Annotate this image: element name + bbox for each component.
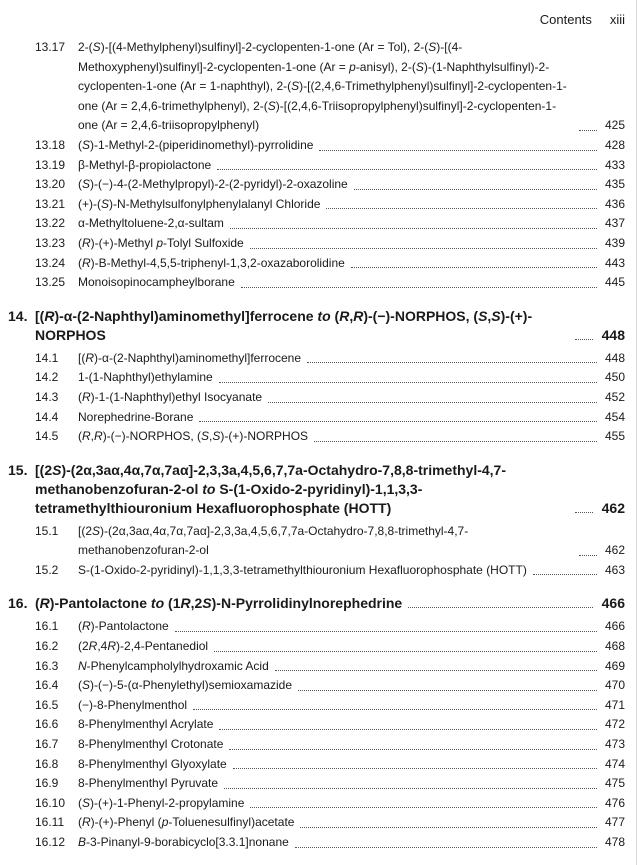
entry-page: 470: [604, 678, 625, 693]
toc-entry[interactable]: [0, 735, 637, 755]
entry-number: 15.1: [35, 523, 59, 538]
entry-title: α-Methyltoluene-2,α-sultam: [78, 216, 224, 231]
dot-leader: [224, 787, 597, 789]
entry-number: 16.10: [35, 795, 66, 810]
dot-leader: [314, 440, 597, 442]
entry-number: 16.11: [35, 815, 65, 830]
toc-entry[interactable]: [0, 637, 637, 657]
entry-title: 8-Phenylmenthyl Glyoxylate: [78, 756, 227, 771]
entry-page: 443: [604, 255, 625, 270]
toc-entry[interactable]: [0, 774, 637, 794]
entry-number: 16.6: [35, 717, 59, 732]
chapter-heading-16[interactable]: [0, 594, 637, 613]
entry-number: 13.21: [35, 196, 66, 211]
entry-page: 475: [604, 776, 625, 791]
dot-leader: [575, 338, 593, 340]
dot-leader: [250, 247, 597, 249]
entry-title: 8-Phenylmenthyl Acrylate: [78, 717, 214, 732]
toc-entry[interactable]: [0, 696, 637, 716]
entry-number: 16.5: [35, 697, 59, 712]
entry-title: S-(1-Oxido-2-pyridinyl)-1,1,3,3-tetramethylthiouronium Hexafluorophosphate (HOTT): [78, 562, 527, 577]
toc-entry[interactable]: [0, 368, 637, 388]
table-of-contents: [0, 38, 637, 853]
entry-page: 471: [604, 697, 625, 712]
entry-number: 13.19: [35, 157, 66, 172]
entry-number: 13.23: [35, 235, 66, 250]
entry-page: 455: [604, 429, 625, 444]
toc-entry[interactable]: [0, 136, 637, 156]
dot-leader: [354, 188, 597, 190]
toc-entry[interactable]: [0, 408, 637, 428]
entry-page: 474: [604, 756, 625, 771]
toc-entry[interactable]: [0, 715, 637, 735]
entry-number: 16.7: [35, 737, 59, 752]
dot-leader: [217, 168, 597, 170]
entry-number: 13.17: [35, 40, 66, 54]
entry-number: 16.1: [35, 619, 59, 634]
toc-entry[interactable]: [0, 388, 637, 408]
chapter-number: 14.: [8, 307, 28, 324]
dot-leader: [241, 286, 597, 288]
toc-entry[interactable]: [0, 833, 637, 853]
dot-leader: [229, 748, 597, 750]
toc-entry[interactable]: [0, 794, 637, 814]
entry-title: β-Methyl-β-propiolactone: [78, 157, 212, 172]
toc-entry[interactable]: [0, 617, 637, 637]
dot-leader: [219, 381, 597, 383]
chapter-page: 462: [601, 499, 625, 516]
toc-entry[interactable]: [0, 254, 637, 274]
entry-page: 469: [604, 658, 625, 673]
dot-leader: [351, 266, 597, 268]
dot-leader: [275, 669, 597, 671]
chapter-number: 15.: [8, 461, 28, 478]
entry-page: 436: [604, 196, 625, 211]
dot-leader: [268, 401, 597, 403]
entry-number: 13.24: [35, 255, 66, 270]
entry-number: 13.20: [35, 177, 66, 192]
toc-entry[interactable]: [0, 156, 637, 176]
entry-title: (S)-(+)-1-Phenyl-2-propylamine: [78, 795, 245, 810]
entry-page: 428: [604, 137, 625, 152]
dot-leader: [579, 129, 597, 131]
entry-title: (R)-(+)-Phenyl (p-Toluenesulfinyl)acetate: [78, 815, 295, 830]
entry-title: (S)-1-Methyl-2-(piperidinomethyl)-pyrrolidine: [78, 137, 314, 152]
entry-page: 437: [604, 216, 625, 231]
entry-title: (2R,4R)-2,4-Pentanediol: [78, 639, 209, 654]
entry-title: (S)-(−)-5-(α-Phenylethyl)semioxamazide: [78, 678, 293, 693]
entry-page: 452: [604, 389, 625, 404]
toc-entry[interactable]: [0, 349, 637, 369]
entry-title: 2-(S)-[(4-Methylphenyl)sulfinyl]-2-cyclopenten-1-one (Ar = Tol), 2-(S)-[(4-Methoxyphenyl)sulfinyl]-2-cyclopenten-1-one (Ar = p-anisyl), 2-(S)-(1-Naphthylsulfinyl)-2-cyclopenten-1-one (Ar = 1-naphthyl), 2-(S)-[(2,4,6-Trimethylphenyl)sulfinyl]-2-cyclopenten-1-one (Ar = 2,4,6-trimethylphenyl), 2-(S)-[(2,4,6-Triisopropylphenyl)sulfinyl]-2-cyclopenten-1-one (Ar = 2,4,6-triisopropylphenyl): [78, 40, 567, 133]
running-head-section: Contents: [539, 12, 592, 27]
chapter-heading-14[interactable]: [0, 307, 637, 345]
entry-page: 473: [604, 737, 625, 752]
entry-title: (R)-B-Methyl-4,5,5-triphenyl-1,3,2-oxazaborolidine: [78, 255, 345, 270]
toc-entry[interactable]: [0, 195, 637, 215]
entry-page: 476: [604, 795, 625, 810]
entry-page: 463: [604, 562, 625, 577]
entry-title: N-Phenylcampholylhydroxamic Acid: [78, 658, 269, 673]
entry-page: 462: [604, 543, 625, 558]
entry-title: 8-Phenylmenthyl Crotonate: [78, 737, 224, 752]
entry-page: 439: [604, 235, 625, 250]
chapter-title: [(2S)-(2α,3aα,4α,7α,7aα]-2,3,3a,4,5,6,7,7a-Octahydro-7,8,8-trimethyl-4,7-methanobenzofuran-2-ol to S-(1-Oxido-2-pyridinyl)-1,1,3,3-tetramethylthiouronium Hexafluorophosphate (HOTT): [35, 461, 507, 516]
entry-page: 478: [604, 835, 625, 849]
dot-leader: [533, 573, 597, 575]
toc-entry[interactable]: [0, 813, 637, 833]
chapter-title: [(R)-α-(2-Naphthyl)aminomethyl]ferrocene to (R,R)-(−)-NORPHOS, (S,S)-(+)-NORPHOS: [35, 307, 533, 343]
entry-number: 13.22: [35, 216, 66, 231]
entry-title: [(R)-α-(2-Naphthyl)aminomethyl]ferrocene: [78, 350, 302, 365]
entry-page: 425: [604, 118, 625, 133]
entry-page: 450: [604, 370, 625, 385]
dot-leader: [214, 650, 597, 652]
entry-number: 13.18: [35, 137, 66, 152]
entry-page: 472: [604, 717, 625, 732]
entry-title: 8-Phenylmenthyl Pyruvate: [78, 776, 219, 791]
dot-leader: [175, 630, 597, 632]
toc-entry[interactable]: [0, 214, 637, 234]
entry-title: (R)-1-(1-Naphthyl)ethyl Isocyanate: [78, 389, 263, 404]
chapter-page: 466: [601, 595, 625, 612]
dot-leader: [575, 511, 593, 513]
chapter-title: (R)-Pantolactone to (1R,2S)-N-Pyrrolidinylnorephedrine: [35, 595, 403, 612]
entry-title: 1-(1-Naphthyl)ethylamine: [78, 370, 213, 385]
chapter-heading-15[interactable]: [0, 461, 637, 518]
entry-number: 16.12: [35, 835, 66, 849]
entry-page: 435: [604, 177, 625, 192]
entry-number: 15.2: [35, 562, 59, 577]
entry-title: (−)-8-Phenylmenthol: [78, 697, 188, 712]
entry-page: 445: [604, 275, 625, 290]
entry-number: 13.25: [35, 275, 66, 290]
entry-number: 14.1: [35, 350, 59, 365]
chapter-number: 16.: [8, 595, 28, 612]
entry-page: 468: [604, 639, 625, 654]
entry-title: (R)-(+)-Methyl p-Tolyl Sulfoxide: [78, 235, 244, 250]
dot-leader: [295, 846, 597, 848]
dot-leader: [319, 149, 597, 151]
dot-leader: [307, 361, 597, 363]
entry-title: B-3-Pinanyl-9-borabicyclo[3.3.1]nonane: [78, 835, 289, 849]
toc-entry[interactable]: [0, 676, 637, 696]
toc-entry[interactable]: [0, 755, 637, 775]
toc-entry[interactable]: [0, 427, 637, 447]
toc-entry[interactable]: [0, 273, 637, 293]
dot-leader: [250, 806, 597, 808]
entry-title: Norephedrine-Borane: [78, 409, 194, 424]
entry-title: Monoisopinocampheylborane: [78, 275, 235, 290]
entry-number: 16.9: [35, 776, 59, 791]
entry-title: (+)-(S)-N-Methylsulfonylphenylalanyl Chloride: [78, 196, 321, 211]
dot-leader: [219, 728, 597, 730]
toc-entry[interactable]: [0, 561, 637, 581]
dot-leader: [298, 689, 597, 691]
entry-number: 16.4: [35, 678, 59, 693]
running-head-page-number: xiii: [609, 12, 625, 27]
dot-leader: [199, 420, 597, 422]
entry-page: 477: [604, 815, 625, 830]
dot-leader: [326, 207, 597, 209]
entry-title: (R)-Pantolactone: [78, 619, 169, 634]
entry-page: 448: [604, 350, 625, 365]
entry-number: 16.8: [35, 756, 59, 771]
entry-number: 14.2: [35, 370, 59, 385]
entry-page: 454: [604, 409, 625, 424]
toc-entry[interactable]: [0, 522, 637, 561]
entry-title: [(2S)-(2α,3aα,4α,7α,7aα]-2,3,3a,4,5,6,7,7a-Octahydro-7,8,8-trimethyl-4,7-methanobenzofuran-2-ol: [78, 523, 469, 558]
entry-number: 16.3: [35, 658, 59, 673]
entry-number: 16.2: [35, 639, 59, 654]
dot-leader: [230, 227, 597, 229]
entry-page: 466: [604, 619, 625, 634]
chapter-page: 448: [601, 326, 625, 343]
dot-leader: [193, 708, 597, 710]
dot-leader: [408, 606, 593, 608]
entry-number: 14.4: [35, 409, 59, 424]
entry-number: 14.3: [35, 389, 59, 404]
entry-title: (R,R)-(−)-NORPHOS, (S,S)-(+)-NORPHOS: [78, 429, 309, 444]
toc-entry[interactable]: [0, 175, 637, 195]
entry-page: 433: [604, 157, 625, 172]
running-head: [540, 12, 625, 27]
dot-leader: [233, 767, 597, 769]
entry-title: (S)-(−)-4-(2-Methylpropyl)-2-(2-pyridyl)-2-oxazoline: [78, 177, 348, 192]
toc-entry[interactable]: [0, 657, 637, 677]
dot-leader: [579, 554, 597, 556]
dot-leader: [300, 826, 597, 828]
toc-entry[interactable]: [0, 234, 637, 254]
toc-entry[interactable]: [0, 38, 637, 136]
entry-number: 14.5: [35, 429, 59, 444]
